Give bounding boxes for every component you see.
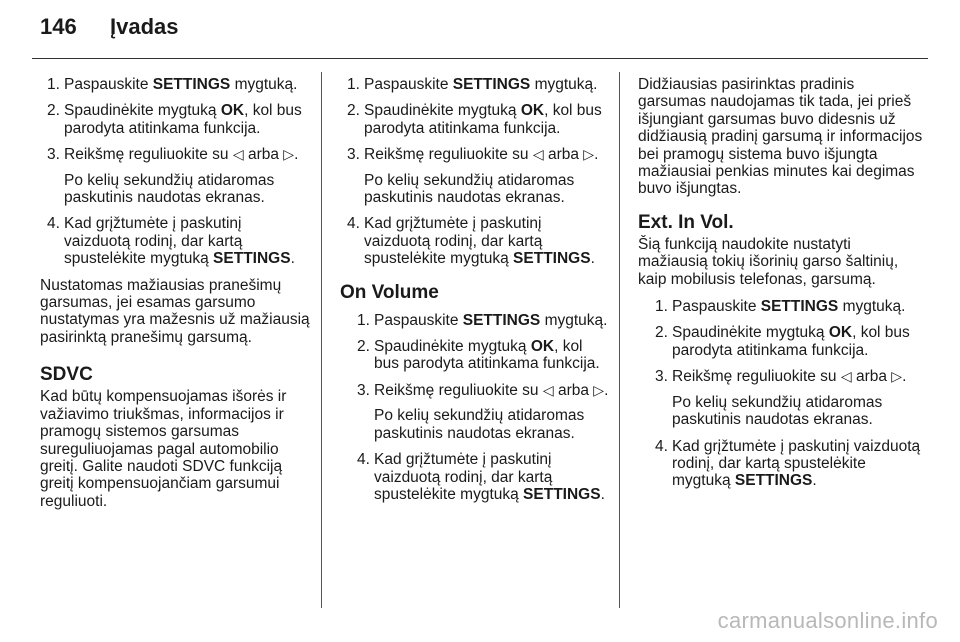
column-divider-1	[321, 72, 322, 608]
step-1: 1. Paspauskite SETTINGS mygtuką.	[655, 298, 906, 316]
ext-in-vol-heading: Ext. In Vol.	[638, 211, 734, 233]
ext-in-vol-intro: Šią funkciją naudokite nustatyti mažiausią tokių išorinių garso šaltinių, kaip mobilusis telefonas, garsumą.	[638, 235, 899, 288]
column-1	[40, 76, 310, 524]
right-arrow-icon: ▷	[891, 368, 903, 385]
step-4: 4. Kad grįžtumėte į paskutinį vaizduotą rodinį, dar kartą spustelėkite mygtuką SETTINGS.	[655, 437, 921, 490]
step-3-note: Po kelių sekundžių atidaromas paskutinis naudotas ekranas.	[374, 407, 585, 442]
left-arrow-icon: ◁	[232, 146, 244, 163]
watermark: carmanualsonline.info	[717, 608, 938, 633]
step-3: 3. Reikšmę reguliuokite su ◁ arba ▷. Po kelių sekundžių atidaromas paskutinis naudotas ekranas.	[357, 381, 609, 442]
column-2	[340, 76, 610, 512]
step-1: 1. Paspauskite SETTINGS mygtuką.	[347, 76, 598, 93]
left-arrow-icon: ◁	[840, 368, 852, 385]
step-2: 2. Spaudinėkite mygtuką OK, kol bus parodyta atitinkama funkcija.	[47, 102, 302, 137]
step-2: 2. Spaudinėkite mygtuką OK, kol bus parodyta atitinkama funkcija.	[357, 338, 600, 373]
right-arrow-icon: ▷	[283, 146, 295, 163]
steps-list-1	[40, 76, 310, 268]
column-3	[638, 76, 923, 499]
step-2: 2. Spaudinėkite mygtuką OK, kol bus parodyta atitinkama funkcija.	[347, 102, 602, 137]
step-2: 2. Spaudinėkite mygtuką OK, kol bus parodyta atitinkama funkcija.	[655, 324, 910, 359]
step-4: 4. Kad grįžtumėte į paskutinį vaizduotą rodinį, dar kartą spustelėkite mygtuką SETTINGS.	[357, 451, 605, 503]
step-3: 3. Reikšmę reguliuokite su ◁ arba ▷. Po kelių sekundžių atidaromas paskutinis naudotas ekranas.	[40, 146, 310, 206]
steps-list-2	[340, 76, 610, 268]
sdvc-paragraph: Kad būtų kompensuojamas išorės ir važiavimo triukšmas, informacijos ir pramogų sistemos garsumas sureguliuojamas pagal automobilio greitį. Galite naudoti SDVC funkciją greitį kompensuojančiam garsumui reguliuoti.	[40, 388, 287, 510]
steps-list-4	[648, 298, 923, 490]
left-arrow-icon: ◁	[532, 146, 544, 163]
right-arrow-icon: ▷	[593, 381, 605, 398]
step-1: 1. Paspauskite SETTINGS mygtuką.	[357, 311, 608, 329]
step-4: 4. Kad grįžtumėte į paskutinį vaizduotą rodinį, dar kartą spustelėkite mygtuką SETTINGS.	[347, 215, 595, 268]
step-3: 3. Reikšmę reguliuokite su ◁ arba ▷. Po kelių sekundžių atidaromas paskutinis naudotas ekranas.	[340, 146, 610, 206]
steps-list-3	[350, 312, 610, 504]
on-volume-heading: On Volume	[340, 281, 439, 303]
chapter-title: Įvadas	[110, 14, 179, 39]
step-4: 4. Kad grįžtumėte į paskutinį vaizduotą rodinį, dar kartą spustelėkite mygtuką SETTINGS.	[47, 215, 295, 268]
step-3: 3. Reikšmę reguliuokite su ◁ arba ▷. Po kelių sekundžių atidaromas paskutinis naudotas ekranas.	[648, 368, 923, 428]
step-3-note: Po kelių sekundžių atidaromas paskutinis naudotas ekranas.	[672, 393, 883, 429]
min-volume-paragraph: Nustatomas mažiausias pranešimų garsumas, jei esamas garsumo nustatymas yra mažesnis už mažiausią pasirinktą pranešimų garsumą.	[40, 276, 310, 346]
step-3-note: Po kelių sekundžių atidaromas paskutinis naudotas ekranas.	[64, 171, 275, 207]
max-volume-paragraph: Didžiausias pasirinktas pradinis garsumas naudojamas tik tada, jei prieš išjungiant garsumas buvo didesnis už didžiausią pradinį garsumą ir informacijos bei pramogų sistema buvo išjungta mažiausiai penkias minutes kai degimas buvo išjungtas.	[638, 76, 923, 198]
header-rule	[32, 58, 928, 59]
page-number: 146	[40, 14, 77, 39]
page-header	[40, 14, 179, 40]
column-divider-2	[619, 72, 620, 608]
step-3-note: Po kelių sekundžių atidaromas paskutinis naudotas ekranas.	[364, 171, 575, 207]
left-arrow-icon: ◁	[542, 381, 554, 398]
right-arrow-icon: ▷	[583, 146, 595, 163]
step-1: 1. Paspauskite SETTINGS mygtuką.	[47, 76, 298, 93]
sdvc-heading: SDVC	[40, 364, 93, 386]
